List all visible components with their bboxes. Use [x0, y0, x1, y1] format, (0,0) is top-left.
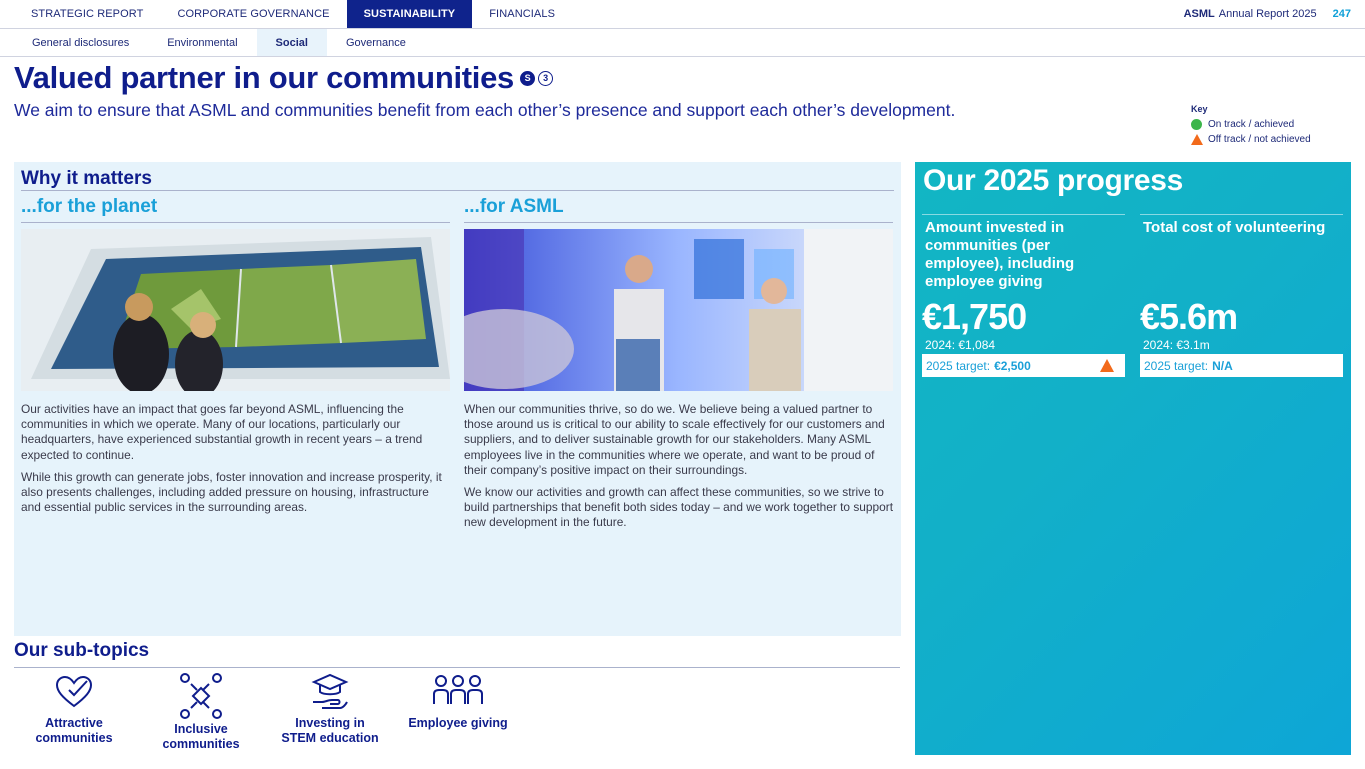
- off-track-icon: [1191, 134, 1203, 145]
- top-navigation: [0, 0, 1365, 29]
- metric-volunteering-cost: [1140, 214, 1343, 377]
- status-key: [1191, 104, 1311, 149]
- asml-column: [464, 196, 893, 531]
- target-value: €2,500: [994, 358, 1031, 373]
- metric-label: Amount invested in communities (per employee), including employee giving: [925, 219, 1075, 290]
- planet-column: [21, 196, 450, 515]
- tab-environmental[interactable]: Environmental: [167, 36, 238, 49]
- key-title: Key: [1191, 104, 1208, 114]
- progress-heading: Our 2025 progress: [923, 164, 1184, 197]
- subtopic-label-line1: Investing in: [295, 716, 365, 730]
- employees-photo: [464, 229, 893, 391]
- people-group-icon: [431, 672, 485, 712]
- metric-divider: [922, 214, 1125, 215]
- asml-paragraph-2: We know our activities and growth can affect these communities, so we strive to build partnerships that benefit both sides today – and we work together to support new development in the future.: [464, 485, 893, 530]
- subtopic-inclusive-communities[interactable]: [155, 672, 247, 752]
- asml-paragraph-1: When our communities thrive, so do we. We believe being a valued partner to those around us is critical to our ability to scale effectively for our customers and suppliers, and to deliver sustainable growth for our stakeholders. Many ASML employees live in the communities where we operate, and want to be proud of their company’s positive impact on their surroundings.: [464, 402, 885, 477]
- tab-general-disclosures[interactable]: General disclosures: [32, 36, 130, 49]
- why-it-matters-panel: [14, 162, 901, 636]
- subtopic-label-line1: Inclusive: [174, 722, 228, 736]
- tab-corporate-governance[interactable]: CORPORATE GOVERNANCE: [177, 8, 330, 20]
- metric-value: €1,750: [922, 296, 1027, 337]
- metric-value: €5.6m: [1140, 296, 1238, 337]
- tab-financials[interactable]: FINANCIALS: [489, 8, 556, 20]
- subtopic-stem-education[interactable]: [276, 672, 384, 746]
- tab-social[interactable]: Social: [257, 29, 327, 56]
- subtopic-employee-giving[interactable]: [404, 672, 512, 731]
- page-title-text: Valued partner in our communities: [14, 60, 514, 95]
- asml-heading: ...for ASML: [464, 196, 893, 223]
- target-label: 2025 target:: [1144, 358, 1209, 373]
- why-divider: [21, 190, 894, 191]
- heart-check-icon: [54, 672, 94, 712]
- sub-navigation: [0, 29, 1365, 57]
- on-track-icon: [1191, 119, 1202, 130]
- report-name: Annual Report 2025: [1218, 8, 1317, 20]
- tab-sustainability[interactable]: SUSTAINABILITY: [347, 0, 473, 28]
- metric-divider: [1140, 214, 1343, 215]
- planet-heading: ...for the planet: [21, 196, 450, 223]
- subtopic-label-line2: STEM education: [281, 731, 379, 745]
- report-info: [1184, 0, 1365, 28]
- subtopic-label-line2: communities: [35, 731, 113, 745]
- why-heading: Why it matters: [21, 168, 152, 189]
- page-title: [14, 60, 553, 96]
- social-badge: S: [520, 71, 535, 86]
- progress-panel: [915, 162, 1351, 755]
- report-brand: ASML: [1183, 8, 1215, 20]
- page-number: 247: [1332, 8, 1351, 20]
- map-table-photo: [21, 229, 450, 391]
- subtopic-label-line1: Employee giving: [408, 716, 508, 730]
- graduation-cap-hand-icon: [310, 672, 350, 712]
- metric-target: [1140, 354, 1343, 377]
- subtopic-attractive-communities[interactable]: [28, 672, 120, 746]
- target-label: 2025 target:: [926, 358, 991, 373]
- target-value: N/A: [1212, 358, 1233, 373]
- subtopics-divider: [14, 667, 900, 668]
- metric-previous-year: 2024: €1,084: [925, 338, 996, 352]
- key-off-track-label: Off track / not achieved: [1208, 134, 1311, 145]
- tab-strategic-report[interactable]: STRATEGIC REPORT: [31, 8, 144, 20]
- metric-previous-year: 2024: €3.1m: [1143, 338, 1210, 352]
- metric-target: [922, 354, 1125, 377]
- planet-paragraph-1: Our activities have an impact that goes far beyond ASML, influencing the communities in which we operate. Many of our locations, particularly our headquarters, have experienced substantial growth in recent years – a trend expected to continue.: [21, 402, 423, 462]
- tab-governance[interactable]: Governance: [345, 36, 406, 49]
- key-on-track-label: On track / achieved: [1208, 119, 1295, 130]
- metric-community-investment: [922, 214, 1125, 377]
- metric-label: Total cost of volunteering: [1143, 219, 1326, 236]
- network-icon: [177, 672, 225, 720]
- section-number-badge: 3: [538, 71, 553, 86]
- subtopic-label-line1: Attractive: [45, 716, 103, 730]
- subtopics-heading: Our sub-topics: [14, 640, 150, 661]
- page-subtitle: We aim to ensure that ASML and communities benefit from each other’s presence and support each other’s development.: [14, 100, 956, 120]
- subtopic-label-line2: communities: [162, 737, 240, 751]
- off-track-icon: [1100, 359, 1114, 372]
- planet-paragraph-2: While this growth can generate jobs, foster innovation and increase prosperity, it also presents challenges, including added pressure on housing, infrastructure and essential public services in the surrounding areas.: [21, 469, 442, 515]
